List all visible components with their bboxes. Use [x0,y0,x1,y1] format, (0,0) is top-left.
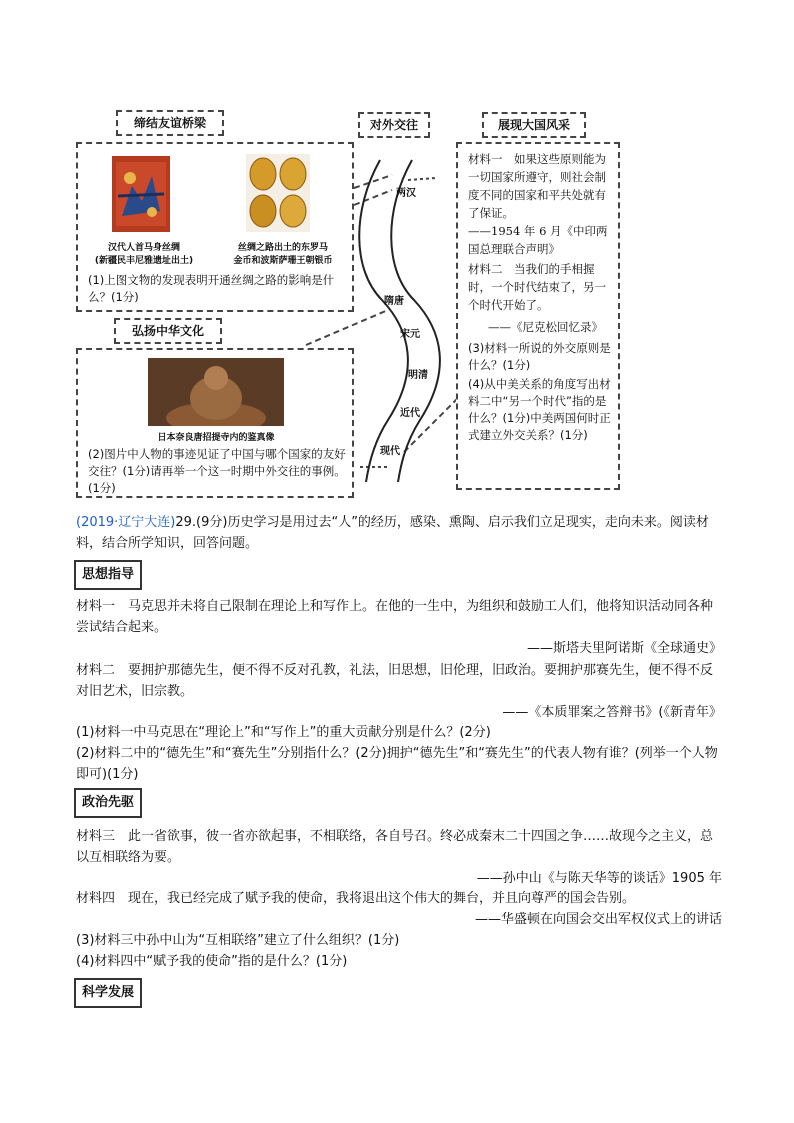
label-power: 展现大国风采 [482,112,586,138]
question-source: (2019·辽宁大连) [76,515,176,530]
section-science-development: 科学发展 [74,978,142,1008]
question-1: (1)上图文物的发现表明开通丝绸之路的影响是什么？(1分) [88,273,335,304]
era-contemporary: 现代 [380,446,400,457]
sub-question-4: (4)材料四中“赋予我的使命”指的是什么？(1分) [76,954,348,969]
sub-question-2: (2)材料二中的“德先生”和“赛先生”分别指什么？(2分)拥护“德先生”和“赛先生”的代表人物有谁？(列举一个人物即可)(1分) [76,746,718,782]
material-2: 材料二 当我们的手相握时，一个时代结束了，另一个时代开始了。 [468,262,606,312]
coins-image [246,154,310,232]
material-1-source: ——1954 年 6 月《中印两国总理联合声明》 [468,224,608,256]
era-mingqing: 明清 [408,370,428,381]
question-3: (3)材料一所说的外交原则是什么？(1分) [468,341,611,372]
material-1-text: 材料一 马克思并未将自己限制在理论上和写作上。在他的一生中，为组织和鼓励工人们，他将知识活动同各种尝试结合起来。 [76,599,714,635]
coin-caption-line1: 丝绸之路出土的东罗马 [237,243,328,253]
monk-statue-image [148,358,284,426]
material-3-text: 材料三 此一省欲事，彼一省亦欲起事，不相联络，各自号召。终必成秦末二十四国之争……故现今之主义，总以互相联络为要。 [76,829,714,865]
question-29-intro [76,512,722,554]
sub-question-1: (1)材料一中马克思在“理论上”和“写作上”的重大贡献分别是什么？(2分) [76,725,491,740]
material-3-src: ——孙中山《与陈天华等的谈话》1905 年 [476,871,722,886]
era-suitang: 隋唐 [384,296,404,307]
power-box [456,142,620,490]
label-friendship: 缔结友谊桥梁 [116,110,224,136]
silk-image [112,156,170,232]
era-han: 两汉 [396,188,416,199]
question-2: (2)图片中人物的事迹见证了中国与哪个国家的友好交往？(1分)请再举一个这一时期中外交往的事例。(1分) [88,447,346,495]
label-culture: 弘扬中华文化 [114,318,222,344]
material-4-text: 材料四 现在，我已经完成了赋予我的使命，我将退出这个伟大的舞台，并且向尊严的国会告别。 [76,891,636,906]
sub-question-3: (3)材料三中孙中山为“互相联络”建立了什么组织？(1分) [76,933,400,948]
coin-caption-line2: 金币和波斯萨珊王朝银币 [233,256,333,266]
friendship-box [76,142,354,312]
material-2-source: ——《尼克松回忆录》 [488,320,603,334]
material-1: 材料一 如果这些原则能为一切国家所遵守，则社会制度不同的国家和平共处就有了保证。 [468,152,606,220]
culture-box [76,348,354,498]
silk-caption-line1: 汉代人首马身丝绸 [107,243,180,253]
era-songyuan: 宋元 [400,329,420,340]
material-1-src: ——斯塔夫里阿诺斯《全球通史》 [526,641,722,656]
label-exchange: 对外交往 [358,112,430,138]
section-political-pioneer: 政治先驱 [74,788,142,818]
coin-caption [218,242,348,268]
section-thought-guidance: 思想指导 [74,560,142,590]
material-4-src: ——华盛顿在向国会交出军权仪式上的讲话 [474,912,722,927]
material-2-text: 材料二 要拥护那德先生，便不得不反对孔教，礼法，旧思想，旧伦理，旧政治。要拥护那赛先生，便不得不反对旧艺术，旧宗教。 [76,663,714,699]
question-4: (4)从中美关系的角度写出材料二中“另一个时代”指的是什么？(1分)中美两国何时正式建立外交关系？(1分) [468,377,611,442]
era-modern: 近代 [400,408,420,419]
silk-caption [84,242,204,268]
monk-caption: 日本奈良唐招提寺内的鉴真像 [157,433,275,443]
question-intro-text: 29.(9分)历史学习是用过去“人”的经历，感染、熏陶、启示我们立足现实，走向未来。阅读材料，结合所学知识，回答问题。 [76,515,709,551]
material-2-src: ——《本质罪案之答辩书》(《新青年》 [502,705,722,720]
silk-caption-line2: (新疆民丰尼雅遗址出土) [94,256,194,266]
